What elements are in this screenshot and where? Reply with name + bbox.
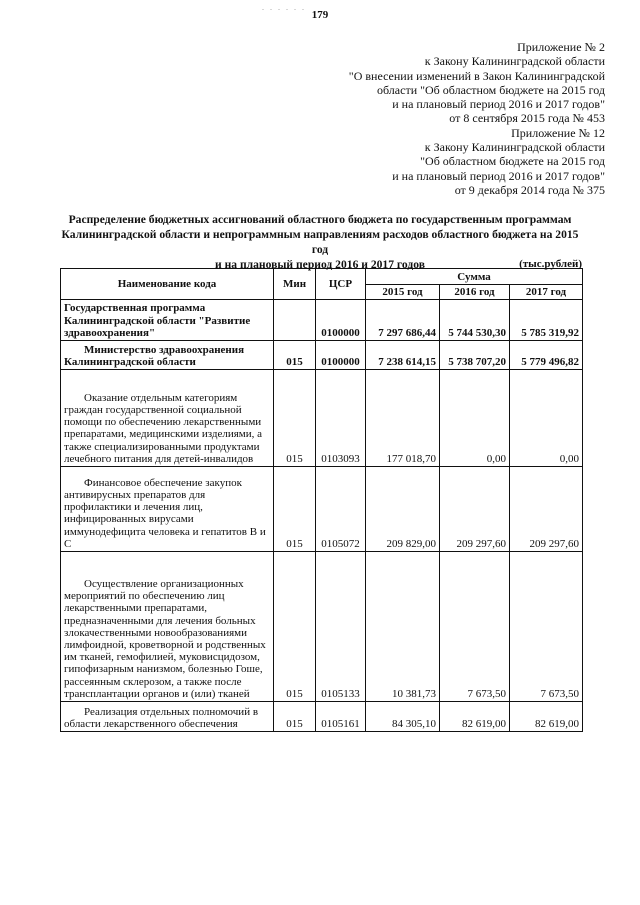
- header-min: Мин: [274, 269, 316, 300]
- row-csr: 0105133: [316, 552, 366, 702]
- table-row: [61, 702, 583, 732]
- units-label: (тыс.рублей): [519, 258, 582, 270]
- row-min: 015: [274, 467, 316, 552]
- row-name: Осуществление организационных мероприятий по обеспечению лиц лекарственными препаратами, предназначенными для лечения больных злокачественными новообразованиями лимфоидной, кроветворной и родственных им тканей, гемофилией, муковисцидозом, гипофизарным нанизмом, болезнью Гоше, рассеянным склерозом, а также после трансплантации органов и (или) тканей: [61, 552, 274, 702]
- row-value-2015: 7 238 614,15: [366, 341, 440, 370]
- table-row: [61, 341, 583, 370]
- scan-marks: . . . . . .: [262, 3, 306, 12]
- table-row: [61, 370, 583, 467]
- row-name: Финансовое обеспечение закупок антивирусных препаратов для профилактики и лечения лиц, инфицированных вирусами иммунодефицита человека и гепатитов В и С: [61, 467, 274, 552]
- appendix-line: области "Об областном бюджете на 2015 год: [377, 82, 605, 97]
- row-name: Государственная программа Калининградской области "Развитие здравоохранения": [61, 300, 274, 341]
- row-min: 015: [274, 552, 316, 702]
- row-csr: 0103093: [316, 370, 366, 467]
- budget-table: [60, 268, 583, 732]
- header-sum: Сумма: [366, 269, 583, 285]
- appendix-line: Приложение № 12: [511, 125, 605, 140]
- row-min: [274, 300, 316, 341]
- row-csr: 0105072: [316, 467, 366, 552]
- appendix-line: "Об областном бюджете на 2015 год: [420, 154, 605, 169]
- row-value-2016: 5 744 530,30: [440, 300, 510, 341]
- row-value-2017: 209 297,60: [510, 467, 583, 552]
- header-name: Наименование кода: [61, 269, 274, 300]
- row-value-2017: 82 619,00: [510, 702, 583, 732]
- header-csr: ЦСР: [316, 269, 366, 300]
- row-value-2015: 177 018,70: [366, 370, 440, 467]
- appendix-line: и на плановый период 2016 и 2017 годов": [392, 97, 605, 112]
- row-value-2015: 84 305,10: [366, 702, 440, 732]
- table-row: [61, 552, 583, 702]
- row-value-2017: 7 673,50: [510, 552, 583, 702]
- title-line: Калининградской области и непрограммным направлениям расходов областного бюджета на 2015 год: [61, 228, 579, 256]
- row-value-2016: 7 673,50: [440, 552, 510, 702]
- row-value-2016: 82 619,00: [440, 702, 510, 732]
- row-value-2017: 5 779 496,82: [510, 341, 583, 370]
- document-title: [58, 212, 582, 272]
- row-value-2016: 0,00: [440, 370, 510, 467]
- row-name: Реализация отдельных полномочий в области лекарственного обеспечения: [61, 702, 274, 732]
- row-value-2017: 0,00: [510, 370, 583, 467]
- row-value-2016: 209 297,60: [440, 467, 510, 552]
- title-line: Распределение бюджетных ассигнований областного бюджета по государственным программам: [68, 213, 572, 226]
- appendix-note: [349, 40, 605, 197]
- appendix-line: "О внесении изменений в Закон Калининградской: [348, 68, 605, 83]
- row-name: Оказание отдельным категориям граждан государственной социальной помощи по обеспечению лекарственными препаратами, медицинскими изделиями, а также специализированными продуктами лечебного питания для детей-инвалидов: [61, 370, 274, 467]
- header-year-2016: 2016 год: [440, 285, 510, 300]
- row-min: 015: [274, 702, 316, 732]
- table-row: [61, 300, 583, 341]
- title-line: и на плановый период 2016 и 2017 годов: [214, 258, 426, 271]
- row-value-2015: 10 381,73: [366, 552, 440, 702]
- row-value-2017: 5 785 319,92: [510, 300, 583, 341]
- row-csr: 0100000: [316, 300, 366, 341]
- appendix-line: от 9 декабря 2014 года № 375: [454, 182, 605, 197]
- row-value-2016: 5 738 707,20: [440, 341, 510, 370]
- header-year-2017: 2017 год: [510, 285, 583, 300]
- row-value-2015: 7 297 686,44: [366, 300, 440, 341]
- page-number: 179: [311, 9, 329, 21]
- row-value-2015: 209 829,00: [366, 467, 440, 552]
- row-min: 015: [274, 370, 316, 467]
- appendix-line: Приложение № 2: [517, 40, 605, 54]
- appendix-line: и на плановый период 2016 и 2017 годов": [392, 168, 605, 183]
- row-min: 015: [274, 341, 316, 370]
- row-csr: 0105161: [316, 702, 366, 732]
- appendix-line: к Закону Калининградской области: [424, 140, 605, 155]
- row-name: Министерство здравоохранения Калининградской области: [61, 341, 274, 370]
- header-year-2015: 2015 год: [366, 285, 440, 300]
- appendix-line: от 8 сентября 2015 года № 453: [449, 111, 605, 126]
- row-csr: 0100000: [316, 341, 366, 370]
- appendix-line: к Закону Калининградской области: [424, 54, 605, 69]
- table-row: [61, 467, 583, 552]
